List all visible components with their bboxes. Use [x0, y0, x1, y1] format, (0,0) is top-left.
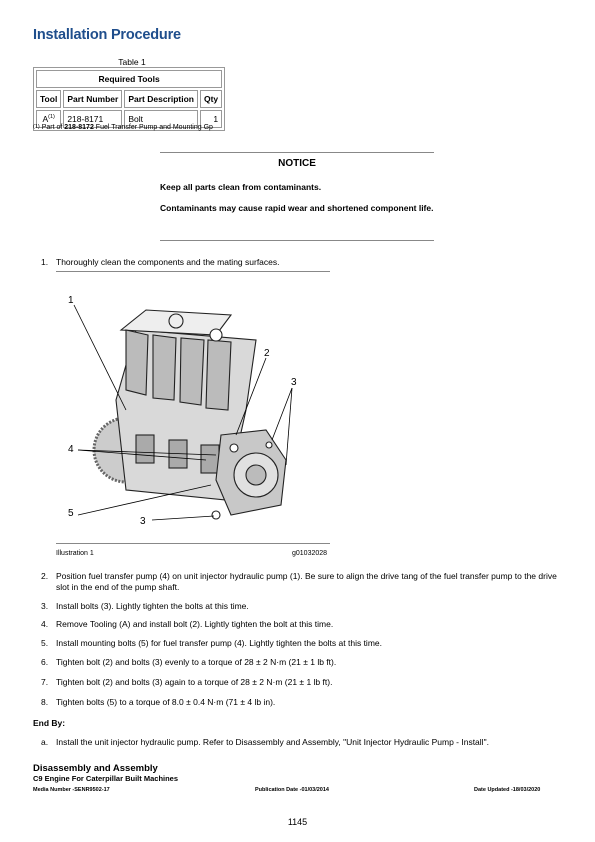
- table-caption: Table 1: [118, 57, 146, 67]
- step-text: Tighten bolt (2) and bolts (3) again to a torque of 28 ± 2 N·m (21 ± 1 lb ft).: [56, 677, 333, 687]
- callout-2: 2: [264, 348, 270, 359]
- step-text: Thoroughly clean the components and the mating surfaces.: [56, 257, 280, 267]
- tool-footnote-ref: (1): [48, 114, 55, 121]
- callout-3-bottom: 3: [140, 516, 146, 527]
- callout-1: 1: [68, 295, 74, 306]
- callout-3-top: 3: [291, 377, 297, 388]
- fuel-transfer-pump-illustration: [56, 290, 346, 540]
- step-text: Install the unit injector hydraulic pump. Refer to Disassembly and Assembly, "Unit Injector Hydraulic Pump - Install".: [56, 737, 489, 747]
- notice-line-1: Keep all parts clean from contaminants.: [160, 182, 322, 192]
- column-header-qty: Qty: [200, 90, 222, 108]
- step-text: Position fuel transfer pump (4) on unit injector hydraulic pump (1). Be sure to align the drive tang of the fuel transfer pump to the drive slot in the end of the pump shaft.: [56, 571, 557, 592]
- end-by-heading: End By:: [33, 718, 66, 728]
- table-heading: Required Tools: [36, 70, 222, 88]
- footnote-part: 218-8172: [64, 124, 94, 131]
- cell-description: Bolt: [124, 110, 198, 128]
- notice-top-rule: [160, 152, 434, 153]
- illustration-label: Illustration 1: [56, 550, 94, 557]
- figure-top-rule: [56, 271, 330, 272]
- footer-media-number: Media Number -SENR9502-17: [33, 787, 110, 793]
- notice-bottom-rule: [160, 240, 434, 241]
- footer-title: Disassembly and Assembly: [33, 763, 158, 774]
- callout-4: 4: [68, 444, 74, 455]
- step-text: Install mounting bolts (5) for fuel transfer pump (4). Lightly tighten the bolts at this time.: [56, 638, 382, 648]
- cell-part-number: 218-8171: [63, 110, 122, 128]
- required-tools-table: [33, 67, 225, 131]
- footnote-suffix: Fuel Transfer Pump and Mounting Gp: [93, 124, 213, 131]
- illustration-id: g01032028: [292, 550, 328, 557]
- footer-date-updated: Date Updated -18/03/2020: [474, 787, 541, 793]
- step-number: 7.: [41, 677, 49, 687]
- step-text: Install bolts (3). Lightly tighten the bolts at this time.: [56, 601, 249, 611]
- step-text: Tighten bolts (5) to a torque of 8.0 ± 0.4 N·m (71 ± 4 lb in).: [56, 697, 276, 707]
- column-header-tool: Tool: [36, 90, 61, 108]
- step-text: Tighten bolt (2) and bolts (3) evenly to a torque of 28 ± 2 N·m (21 ± 1 lb ft).: [56, 657, 337, 667]
- callout-5: 5: [68, 508, 74, 519]
- step-number: 4.: [41, 619, 49, 629]
- step-number: a.: [41, 737, 49, 747]
- tool-id: A: [42, 114, 49, 124]
- step-text: Remove Tooling (A) and install bolt (2). Lightly tighten the bolt at this time.: [56, 619, 334, 629]
- footer-subtitle: C9 Engine For Caterpillar Built Machines: [33, 774, 179, 783]
- notice-title: NOTICE: [278, 158, 316, 169]
- footnote-marker: (1): [33, 124, 40, 130]
- footnote-prefix: Part of: [41, 124, 65, 131]
- column-header-part-number: Part Number: [63, 90, 122, 108]
- step-number: 1.: [41, 257, 49, 267]
- column-header-part-description: Part Description: [124, 90, 198, 108]
- step-number: 3.: [41, 601, 49, 611]
- step-number: 8.: [41, 697, 49, 707]
- cell-qty: 1: [200, 110, 222, 128]
- figure-bottom-rule: [56, 543, 330, 544]
- step-number: 5.: [41, 638, 49, 648]
- notice-line-2: Contaminants may cause rapid wear and shortened component life.: [160, 203, 434, 213]
- page-number: 1145: [287, 817, 308, 827]
- step-number: 6.: [41, 657, 49, 667]
- table-footnote: [33, 124, 213, 131]
- step-number: 2.: [41, 571, 49, 581]
- page-title: Installation Procedure: [33, 27, 181, 43]
- footer-publication-date: Publication Date -01/03/2014: [255, 787, 329, 793]
